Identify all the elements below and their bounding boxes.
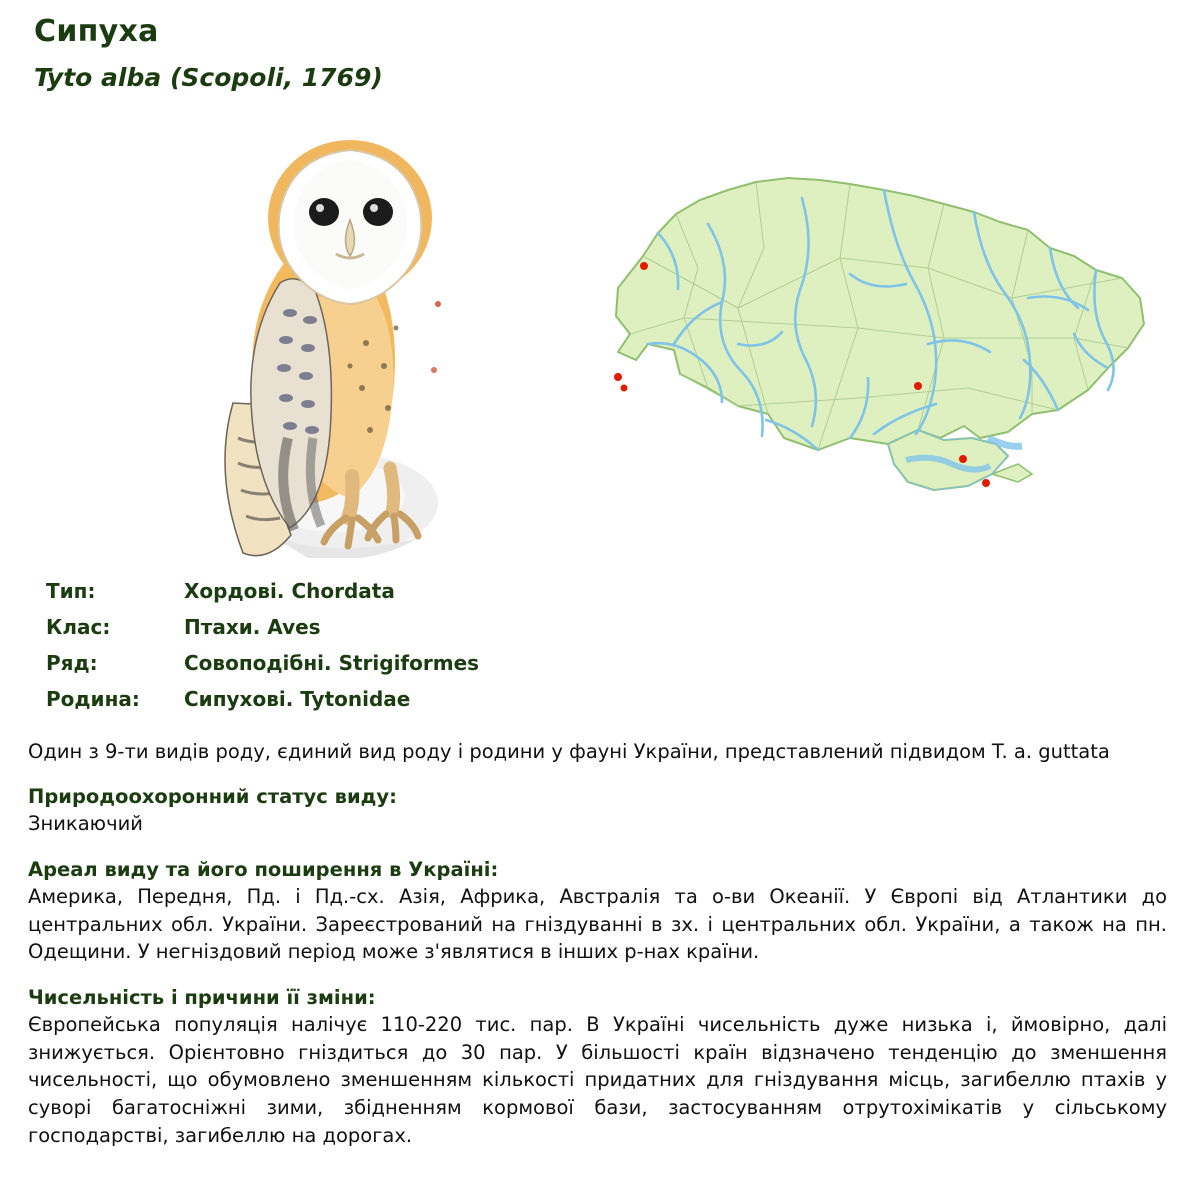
taxonomy-value: Сипухові. Tytonidae (184, 687, 411, 711)
scientific-name: Tyto alba (Scopoli, 1769) (34, 63, 383, 92)
ukraine-distribution-map (588, 138, 1168, 508)
section-conservation-status (28, 785, 1167, 838)
barn-owl-illustration (138, 108, 478, 558)
page-title: Сипуха (34, 14, 159, 49)
taxonomy-label: Клас: (46, 615, 111, 639)
section-population (28, 986, 1167, 1149)
taxonomy-table (46, 573, 479, 717)
taxonomy-value: Совоподібні. Strigiformes (184, 651, 480, 675)
taxonomy-label: Тип: (46, 579, 96, 603)
section-text: Америка, Передня, Пд. і Пд.-сх. Азія, Африка, Австралія та о-ви Океанії. У Європі від Атлантики до центральних обл. України. Зареєстрований на гніздуванні в зх. і центральних обл. України, а також на пн. Одещини. У негніздовий період може з'являтися в інших р-нах країни. (28, 885, 1167, 964)
section-heading: Чисельність і причини її зміни: (28, 986, 376, 1010)
section-range (28, 858, 1167, 966)
section-heading: Природоохоронний статус виду: (28, 785, 397, 809)
intro-paragraph: Один з 9-ти видів роду, єдиний вид роду і родини у фауні України, представлений підвидом T. a. guttata (28, 740, 1110, 763)
table-row (46, 573, 479, 609)
table-row (46, 681, 479, 717)
table-row (46, 645, 479, 681)
taxonomy-label: Родина: (46, 687, 140, 711)
section-text: Європейська популяція налічує 110-220 тис. пар. В Україні чисельність дуже низька і, ймовірно, далі знижується. Орієнтовно гніздиться до 30 пар. У більшості країн відзначено тенденцію до зменшення чисельності, що обумовлено зменшенням кількості придатних для гніздування місць, загибеллю птахів у суворі багатосніжні зими, збідненням кормової бази, застосуванням отрутохімікатів у сільському господарстві, загибеллю на дорогах. (28, 1013, 1167, 1147)
section-text: Зникаючий (28, 812, 143, 836)
media-row (28, 108, 1167, 563)
taxonomy-value: Птахи. Aves (184, 615, 321, 639)
table-row (46, 609, 479, 645)
taxonomy-label: Ряд: (46, 651, 98, 675)
section-heading: Ареал виду та його поширення в Україні: (28, 858, 499, 881)
taxonomy-value: Хордові. Chordata (184, 579, 395, 603)
